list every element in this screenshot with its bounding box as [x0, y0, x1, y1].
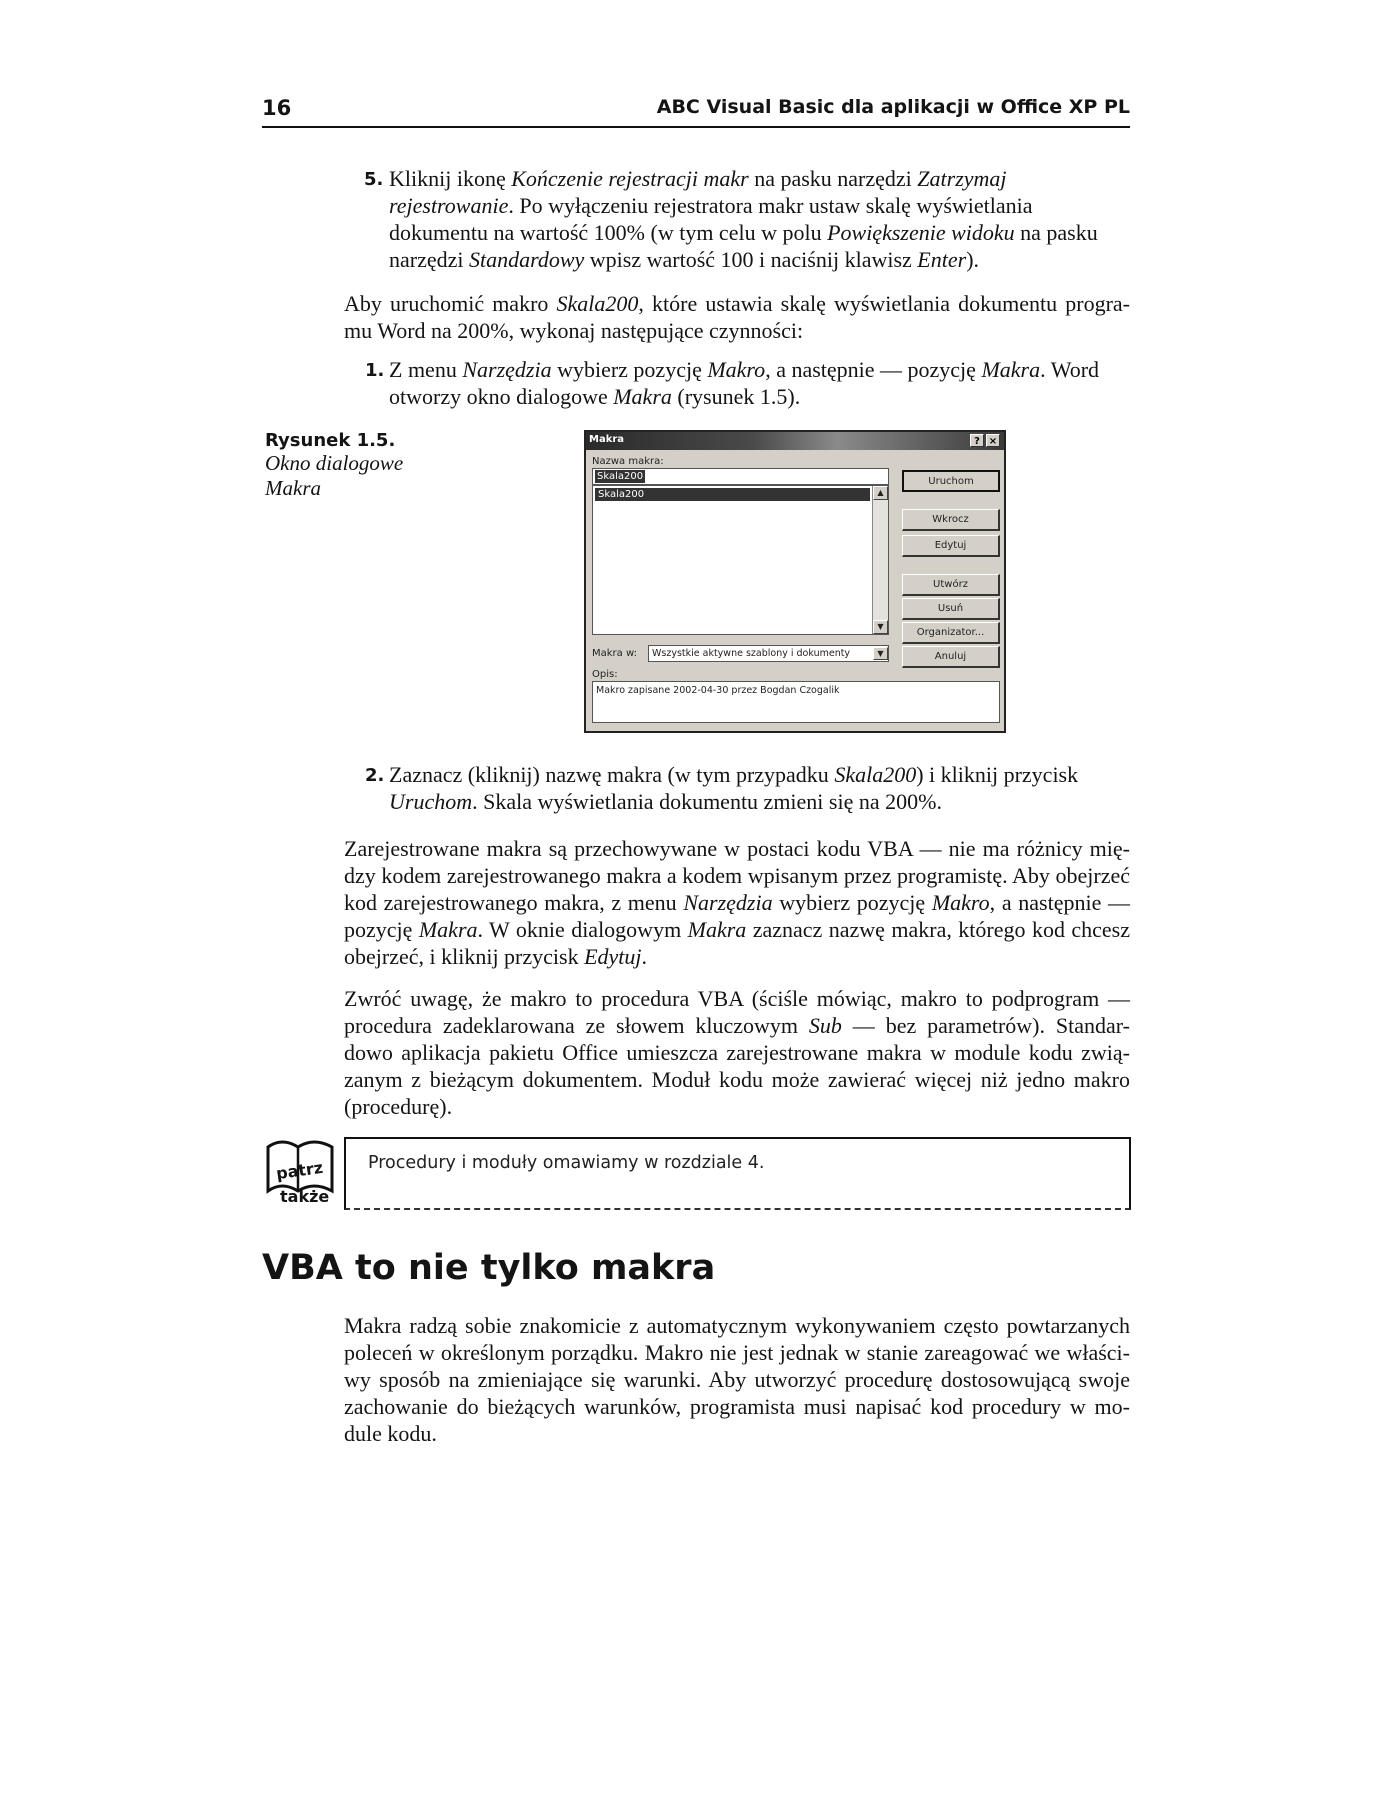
macro-name-value: Skala200 [597, 471, 644, 482]
figure-caption [265, 430, 435, 501]
text: na pasku narzędzi [389, 220, 1098, 272]
text: . [641, 944, 648, 969]
description-box [592, 681, 1000, 723]
step-2 [365, 761, 1109, 815]
vba-paragraph [344, 835, 1130, 970]
step-5 [364, 165, 1109, 273]
running-header [262, 92, 1130, 128]
close-button[interactable]: × [986, 434, 1000, 447]
text: , a następnie — pozycję [344, 890, 1130, 942]
caption-line: Makra [265, 476, 321, 500]
term: Makra [418, 917, 478, 942]
text: . W oknie dialogowym [477, 917, 688, 942]
description-label: Opis: [592, 669, 618, 680]
step-1 [365, 356, 1109, 410]
note-box [344, 1137, 1131, 1210]
macros-in-value: Wszystkie aktywne szablony i dokumenty [652, 648, 851, 659]
step-into-button[interactable]: Wkrocz [902, 509, 1000, 531]
text: wybierz pozycję [772, 890, 932, 915]
text: Z menu [389, 357, 463, 382]
term: Makra [613, 384, 672, 409]
create-button[interactable]: Utwórz [902, 574, 1000, 596]
term: Sub [808, 1013, 842, 1038]
text: Zarejestrowane makra są przechowywane w postaci kodu VBA — nie ma różnicy mię-dzy kodem zarejestrowanego makra a kodem wpisanym przez programistę. Aby obejrzeć kod zarejestrowanego makra, z menu [344, 836, 1130, 915]
term: Skala200 [834, 762, 917, 787]
dialog-titlebar [586, 432, 1004, 450]
figure-label: Rysunek 1.5. [265, 430, 396, 451]
text: Zwróć uwagę, że makro to procedura VBA (ściśle mówiąc, makro to podprogram — procedura zadeklarowana ze słowem kluczowym [344, 986, 1130, 1038]
term: Narzędzia [683, 890, 773, 915]
term: Standardowy [469, 247, 585, 272]
term: Zatrzymaj rejestrowanie [389, 166, 1007, 218]
text: , które ustawia skalę wyświetlania dokumentu progra-mu Word na 200%, wykonaj następujące czynności: [344, 291, 1131, 343]
macros-dialog [584, 430, 1006, 733]
text: Aby uruchomić makro [344, 291, 557, 316]
text: Kliknij ikonę [389, 166, 512, 191]
dialog-title: Makra [589, 434, 625, 445]
run-button[interactable]: Uruchom [902, 470, 1000, 492]
delete-button[interactable]: Usuń [902, 598, 1000, 620]
section-heading: VBA to nie tylko makra [262, 1248, 716, 1288]
edit-button[interactable]: Edytuj [902, 535, 1000, 557]
text: ) i kliknij przycisk [916, 762, 1079, 787]
cancel-button[interactable]: Anuluj [902, 646, 1000, 668]
organizer-button[interactable]: Organizator... [902, 622, 1000, 644]
text: — bez parametrów). Standar-dowo aplikacja pakietu Office umieszcza zarejestrowane makra w module kodu zwią-zanym z bieżącym dokumentem. Moduł kodu może zawierać więcej niż jedno makro (procedurę). [344, 1013, 1130, 1119]
term: Skala200 [556, 291, 639, 316]
text: ). [966, 247, 980, 272]
step-number: 1. [365, 360, 385, 381]
see-also-icon [262, 1133, 338, 1215]
scroll-down-icon[interactable]: ▼ [873, 620, 888, 634]
list-scrollbar[interactable] [872, 486, 888, 634]
text: (rysunek 1.5). [671, 384, 801, 409]
section-paragraph: Makra radzą sobie znakomicie z automatycznym wykonywaniem często powtarzanych poleceń w określonym porządku. Makro nie jest jednak w stanie zareagować we właści-wy sposób na zmieniające się warunki. Aby utworzyć procedurę dostosowującą swoje zachowanie do bieżących warunków, programista musi napisać kod procedury w mo-dule kodu. [344, 1313, 1130, 1446]
term: Powiększenie widoku [827, 220, 1015, 245]
text: na pasku narzędzi [748, 166, 918, 191]
page-number: 16 [262, 96, 292, 120]
term: Kończenie rejestracji makr [511, 166, 749, 191]
macros-in-select[interactable] [648, 645, 889, 662]
sub-paragraph [344, 985, 1130, 1120]
description-value: Makro zapisane 2002-04-30 przez Bogdan Czogalik [596, 685, 840, 696]
text: . Po wyłączeniu rejestratora makr ustaw skalę wyświetlania dokumentu na wartość 100% (w tym celu w polu [389, 193, 1033, 245]
text: wpisz wartość 100 i naciśnij klawisz [584, 247, 918, 272]
step-number: 5. [364, 169, 384, 190]
term: Makro [931, 890, 990, 915]
term: Edytuj [584, 944, 642, 969]
step-number: 2. [365, 765, 385, 786]
help-button[interactable]: ? [970, 434, 984, 447]
scroll-up-icon[interactable]: ▲ [873, 486, 888, 500]
text: , a następnie — pozycję [765, 357, 982, 382]
dropdown-arrow-icon[interactable]: ▼ [873, 647, 888, 660]
term: Makro [707, 357, 766, 382]
caption-line: Okno dialogowe [265, 451, 404, 475]
term: Enter [917, 247, 967, 272]
macro-name-label: Nazwa makra: [592, 456, 664, 467]
see-also-label: patrz [274, 1157, 325, 1184]
note-text: Procedury i moduły omawiamy w rozdziale 4. [368, 1153, 765, 1173]
book-title: ABC Visual Basic dla aplikacji w Office XP PL [656, 96, 1130, 118]
text: wybierz pozycję [551, 357, 708, 382]
text: . Word otworzy okno dialogowe [389, 357, 1100, 409]
term: Makra [687, 917, 747, 942]
text: . Skala wyświetlania dokumentu zmieni się na 200%. [472, 789, 942, 814]
see-also-label: także [280, 1187, 330, 1206]
term: Narzędzia [462, 357, 552, 382]
list-item[interactable]: Skala200 [595, 488, 870, 501]
text: zaznacz nazwę makra, którego kod chcesz obejrzeć, i kliknij przycisk [344, 917, 1131, 969]
intro-paragraph [344, 290, 1130, 344]
macro-list[interactable] [592, 485, 889, 635]
term: Makra [981, 357, 1041, 382]
macros-in-label: Makra w: [592, 648, 637, 659]
macro-name-input[interactable] [592, 468, 889, 485]
term: Uruchom [389, 789, 473, 814]
text: Zaznacz (kliknij) nazwę makra (w tym przypadku [389, 762, 835, 787]
